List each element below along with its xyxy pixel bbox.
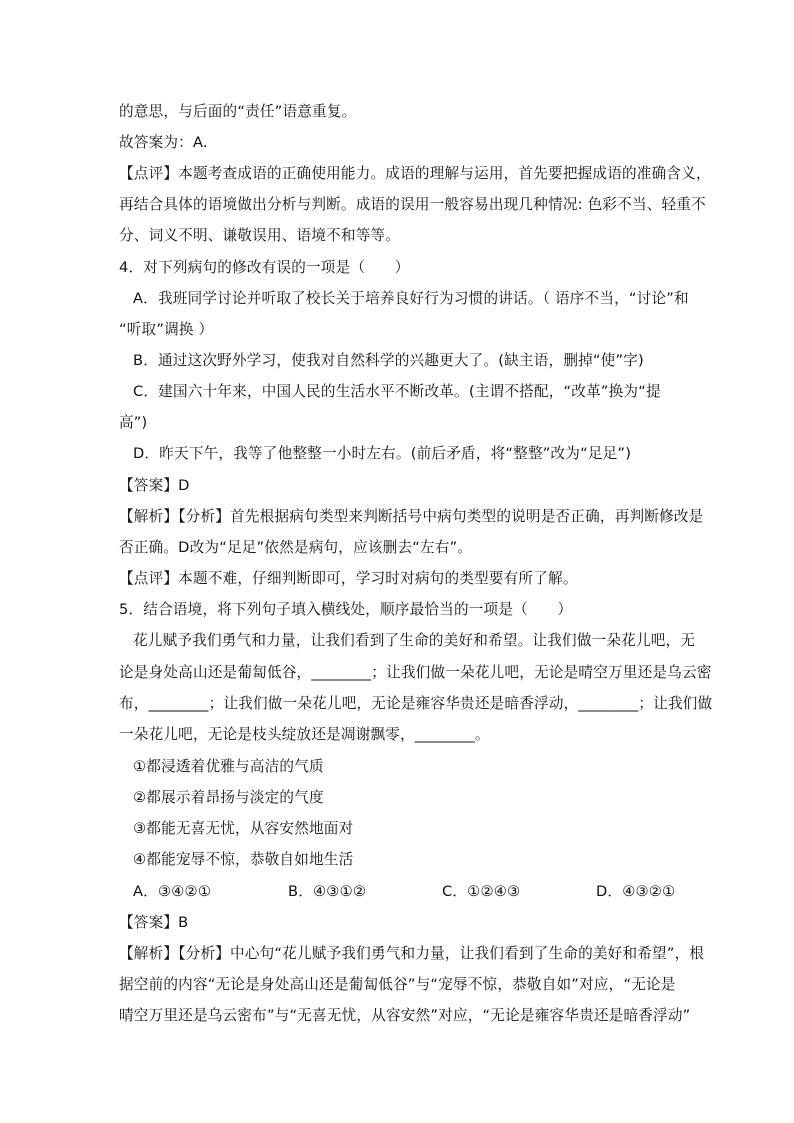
passage-line: 花儿赋予我们勇气和力量，让我们看到了生命的美好和希望。让我们做一朵花儿吧，无 — [133, 632, 696, 649]
sentence-1: ①都浸透着优雅与高洁的气质 — [133, 758, 324, 775]
option-a: A．我班同学讨论并听取了校长关于培养良好行为习惯的讲话。（ 语序不当，“讨论”和 — [133, 290, 689, 307]
analysis-line: 据空前的内容“无论是身处高山还是葡匐低谷”与“宠辱不惊，恭敬自如”对应，“无论是 — [119, 976, 676, 993]
choice-row — [0, 885, 794, 903]
answer-label: 【答案】B — [119, 914, 189, 931]
text-line: 再结合具体的语境做出分析与判断。成语的误用一般容易出现几种情况: 色彩不当、轻重不 — [119, 196, 706, 213]
text-line: 高”) — [119, 414, 148, 431]
text-line: 【点评】本题考查成语的正确使用能力。成语的理解与运用，首先要把握成语的准确含义， — [119, 165, 711, 182]
question-4-title: 4．对下列病句的修改有误的一项是（ ） — [119, 259, 410, 276]
option-b: B．通过这次野外学习，使我对自然科学的兴趣更大了。(缺主语，删掉“使”字) — [133, 352, 644, 369]
sentence-3: ③都能无喜无忧，从容安然地面对 — [133, 820, 354, 837]
sentence-2: ②都展示着昂扬与淡定的气度 — [133, 789, 324, 806]
analysis-line: 【解析】【分析】首先根据病句类型来判断括号中病句类型的说明是否正确，再判断修改是 — [119, 508, 704, 525]
text-line: 分、词义不明、谦敬误用、语境不和等等。 — [119, 227, 401, 244]
text-line: 的意思，与后面的“责任”语意重复。 — [119, 103, 357, 120]
analysis-line: 否正确。D改为“足足”依然是病句，应该删去“左右”。 — [119, 539, 473, 556]
question-5-title: 5．结合语境，将下列句子填入横线处，顺序最恰当的一项是（ ） — [119, 601, 573, 618]
option-c: C．建国六十年来，中国人民的生活水平不断改革。(主谓不搭配，“改革”换为“提 — [133, 383, 661, 400]
sentence-4: ④都能宠辱不惊，恭敬自如地生活 — [133, 851, 354, 868]
answer-label: 【答案】D — [119, 477, 190, 494]
text-line: 故答案为：A. — [119, 134, 208, 151]
option-d: D．昨天下午，我等了他整整一小时左右。(前后矛盾，将“整整”改为“足足”) — [133, 445, 632, 462]
choice-d: D．④③②① — [596, 883, 676, 900]
analysis-line: 晴空万里还是乌云密布”与“无喜无忧，从容安然”对应，“无论是雍容华贵还是暗香浮动” — [119, 1007, 691, 1024]
choice-b: B．④③①② — [288, 883, 367, 900]
text-line: “听取”调换 ） — [119, 321, 214, 338]
choice-c: C．①②④③ — [442, 883, 521, 900]
passage-line: 布，________；让我们做一朵花儿吧，无论是雍容华贵还是暗香浮动，________；让我们做 — [119, 695, 713, 712]
comment-line: 【点评】本题不难，仔细判断即可，学习时对病句的类型要有所了解。 — [119, 570, 578, 587]
passage-line: 论是身处高山还是葡匐低谷，________；让我们做一朵花儿吧，无论是晴空万里还是乌云密 — [119, 664, 712, 681]
choice-a: A．③④②① — [133, 883, 212, 900]
passage-line: 一朵花儿吧，无论是枝头绽放还是凋谢飘零，________。 — [119, 726, 490, 743]
analysis-line: 【解析】【分析】中心句“花儿赋予我们勇气和力量，让我们看到了生命的美好和希望”，根 — [119, 945, 705, 962]
